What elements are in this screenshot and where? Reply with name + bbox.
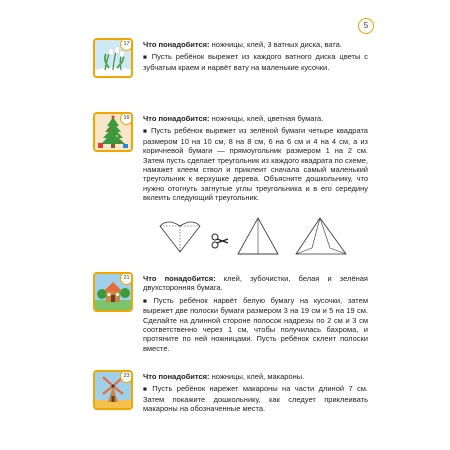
pyramid-folded-icon — [296, 218, 346, 254]
need-label: Что понадобится: — [143, 114, 210, 123]
instructions-text: Пусть ребёнок вырежет из каждого ватного диска цветы с зубчатым краем и нарвёт вату на маленькие кусочки. — [143, 52, 368, 72]
materials-text: клей, зубочистки, белая и зелёная двухсторонняя бумага. — [143, 274, 368, 293]
activity-number-badge: 21 — [120, 272, 133, 285]
instructions-text: Пусть ребёнок нарвёт белую бумагу на кусочки, затем вырежет две полоски бумаги размером 3 на 19 см и 5 на 19 см. Сделайте на длинной стороне полосок надрезы по 2 см и 3 см соответственно через 1 см, чтобы получилась бахрома, и протяните по ней ножницами. Пусть ребёнок склеит полоски вместе. — [143, 295, 368, 353]
snowdrop-thumbnail — [93, 38, 133, 78]
activity-number-badge: 19 — [120, 112, 133, 125]
materials-text: ножницы, клей, макароны. — [209, 372, 305, 381]
activity-number-badge: 23 — [120, 370, 133, 383]
instructions-text: Пусть ребёнок нарежет макароны на части длиной 7 см. Затем покажите дошкольнику, как следует приклеивать макароны на обозначенные места. — [143, 384, 368, 414]
activity-text — [143, 40, 368, 72]
bullet-square-icon: ■ — [143, 386, 150, 394]
activity-text — [143, 372, 368, 414]
bullet-square-icon: ■ — [143, 297, 151, 305]
house-thumbnail — [93, 272, 133, 312]
need-label: Что понадобится: — [143, 274, 216, 283]
instructions-text: Пусть ребёнок вырежет из зелёной бумаги четыре квадрата размером 10 на 10 см, 8 на 8 см, 6 на 6 см и 4 на 4 см, а из коричневой бумаги — прямоугольник размером 1 на 2 см. Затем пусть сделает треугольник из каждого квадрата по схеме, намажет клеем ствол и приклеит сначала самый маленький треугольник к верхушке дерева. Объясните дошкольнику, что нужно отогнуть загнутые углы треугольника и в его середину вклеить следующий треугольник. — [143, 126, 368, 203]
windmill-thumbnail — [93, 370, 133, 410]
bullet-square-icon: ■ — [143, 54, 149, 62]
scissors-icon — [212, 234, 228, 248]
materials-text: ножницы, клей, 3 ватных диска, вата. — [209, 40, 342, 49]
folding-diagram — [150, 214, 350, 264]
folded-square-icon — [160, 222, 200, 252]
activity-text — [143, 274, 368, 353]
need-label: Что понадобится: — [143, 372, 210, 381]
pyramid-front-icon — [238, 218, 278, 254]
materials-text: ножницы, клей, цветная бумага. — [209, 114, 324, 123]
bullet-square-icon: ■ — [143, 128, 148, 136]
activity-number-badge: 17 — [120, 38, 133, 51]
need-label: Что понадобится: — [143, 40, 210, 49]
christmas-tree-thumbnail — [93, 112, 133, 152]
activity-text — [143, 114, 368, 203]
page-number: 5 — [358, 18, 374, 34]
